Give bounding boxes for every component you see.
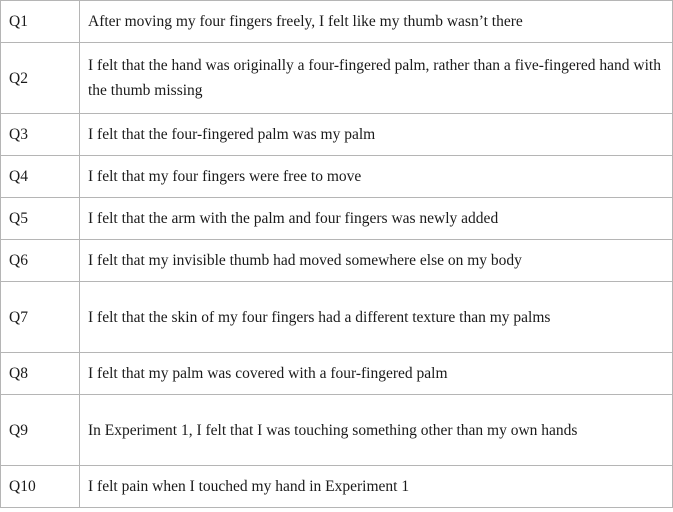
table-row: [1, 198, 673, 240]
question-text: I felt that the skin of my four fingers had a different texture than my palms: [80, 282, 673, 353]
question-text: I felt that the arm with the palm and four fingers was newly added: [80, 198, 673, 240]
question-text: I felt that the four-fingered palm was my palm: [80, 114, 673, 156]
question-text: I felt that my invisible thumb had moved somewhere else on my body: [80, 240, 673, 282]
question-id: Q5: [1, 198, 80, 240]
question-id: Q6: [1, 240, 80, 282]
question-text: I felt pain when I touched my hand in Experiment 1: [80, 466, 673, 508]
question-id: Q8: [1, 353, 80, 395]
question-id: Q9: [1, 395, 80, 466]
table-row: [1, 353, 673, 395]
question-id: Q4: [1, 156, 80, 198]
question-id: Q1: [1, 1, 80, 43]
table-row: [1, 156, 673, 198]
question-text: I felt that my four fingers were free to move: [80, 156, 673, 198]
table-row: [1, 395, 673, 466]
question-id: Q2: [1, 43, 80, 114]
table-row: [1, 1, 673, 43]
question-text: I felt that the hand was originally a four-fingered palm, rather than a five-fingered hand with the thumb missing: [80, 43, 673, 114]
question-id: Q3: [1, 114, 80, 156]
table-row: [1, 114, 673, 156]
question-id: Q7: [1, 282, 80, 353]
question-id: Q10: [1, 466, 80, 508]
table-row: [1, 240, 673, 282]
question-text: In Experiment 1, I felt that I was touching something other than my own hands: [80, 395, 673, 466]
question-text: I felt that my palm was covered with a four-fingered palm: [80, 353, 673, 395]
question-text: After moving my four fingers freely, I felt like my thumb wasn’t there: [80, 1, 673, 43]
table-row: [1, 43, 673, 114]
table-row: [1, 282, 673, 353]
table-row: [1, 466, 673, 508]
